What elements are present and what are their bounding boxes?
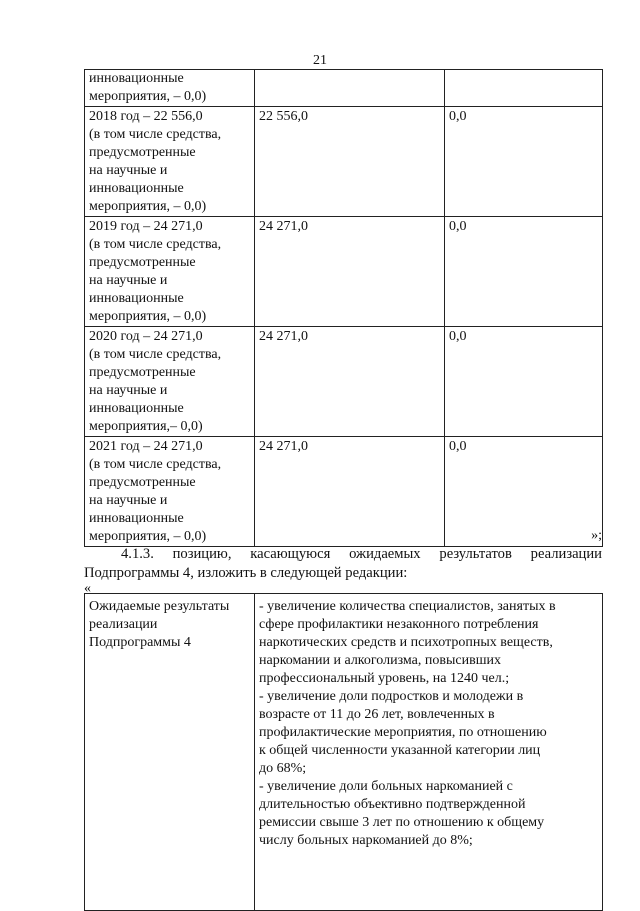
innovation-cell: 0,0 — [445, 107, 603, 217]
closing-quote-mark: »; — [591, 528, 602, 543]
results-label-cell: Ожидаемые результаты реализации Подпрограммы 4 — [85, 594, 255, 911]
amount-cell: 24 271,0 — [255, 327, 445, 437]
page-number: 21 — [313, 53, 327, 68]
results-table — [84, 593, 603, 911]
table-row — [85, 594, 603, 911]
budget-table — [84, 69, 603, 547]
paragraph-line: Подпрограммы 4, изложить в следующей редакции: — [84, 565, 408, 581]
table-row — [85, 437, 603, 547]
year-cell: 2021 год – 24 271,0 (в том числе средства, предусмотренные на научные и инновационные мероприятия, – 0,0) — [85, 437, 255, 547]
table-row — [85, 217, 603, 327]
year-cell: 2019 год – 24 271,0 (в том числе средства, предусмотренные на научные и инновационные мероприятия, – 0,0) — [85, 217, 255, 327]
year-cell: 2020 год – 24 271,0 (в том числе средства, предусмотренные на научные и инновационные мероприятия,– 0,0) — [85, 327, 255, 437]
year-cell: инновационные мероприятия, – 0,0) — [85, 70, 255, 107]
table-row — [85, 107, 603, 217]
innovation-cell: 0,0 — [445, 437, 603, 547]
innovation-cell: 0,0 — [445, 217, 603, 327]
year-cell: 2018 год – 22 556,0 (в том числе средства, предусмотренные на научные и инновационные мероприятия, – 0,0) — [85, 107, 255, 217]
amount-cell — [255, 70, 445, 107]
table-row — [85, 327, 603, 437]
innovation-cell: 0,0 — [445, 327, 603, 437]
amount-cell: 24 271,0 — [255, 437, 445, 547]
opening-quote-mark: « — [84, 581, 91, 596]
table-row — [85, 70, 603, 107]
results-text-cell: - увеличение количества специалистов, занятых в сфере профилактики незаконного потребления наркотических средств и психотропных веществ, наркомании и алкоголизма, повысивших профессиональный уровень, на 1240 чел.; - увеличение доли подростков и молодежи в возрасте от 11 до 26 лет, вовлеченных в профилактические мероприятия, по отношению к общей численности указанной категории лиц до 68%; - увеличение доли больных наркоманией с длительностью объективно подтвержденной ремиссии свыше 3 лет по отношению к общему числу больных наркоманией до 8%; — [255, 594, 603, 911]
innovation-cell — [445, 70, 603, 107]
amendment-paragraph — [84, 545, 602, 583]
amount-cell: 24 271,0 — [255, 217, 445, 327]
amount-cell: 22 556,0 — [255, 107, 445, 217]
paragraph-line: 4.1.3. позицию, касающуюся ожидаемых результатов реализации — [121, 546, 602, 562]
